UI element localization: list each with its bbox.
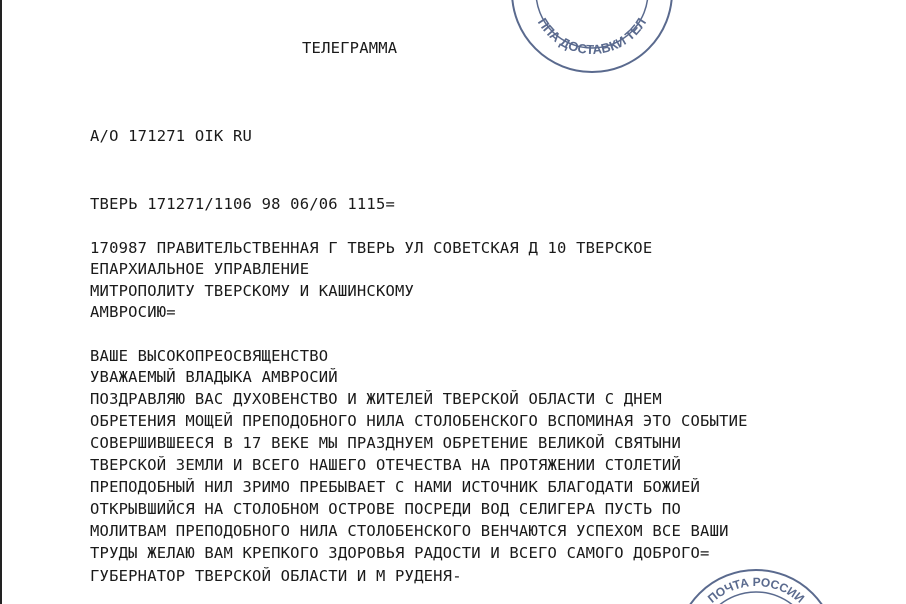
address-line: АМВРОСИЮ=	[90, 303, 176, 321]
address-line: 170987 ПРАВИТЕЛЬСТВЕННАЯ Г ТВЕРЬ УЛ СОВЕТСКАЯ Д 10 ТВЕРСКОЕ	[90, 239, 653, 257]
delivery-stamp-top	[508, 0, 676, 76]
body-line: СОВЕРШИВШЕЕСЯ В 17 ВЕКЕ МЫ ПРАЗДНУЕМ ОБРЕТЕНИЕ ВЕЛИКОЙ СВЯТЫНИ	[90, 434, 681, 452]
service-line: А/О 171271 OIK RU	[90, 127, 253, 145]
body-line: ТВЕРСКОЙ ЗЕМЛИ И ВСЕГО НАШЕГО ОТЕЧЕСТВА НА ПРОТЯЖЕНИИ СТОЛЕТИЙ	[90, 456, 681, 474]
body-line: ОБРЕТЕНИЯ МОЩЕЙ ПРЕПОДОБНОГО НИЛА СТОЛОБЕНСКОГО ВСПОМИНАЯ ЭТО СОБЫТИЕ	[90, 412, 748, 430]
page-edge	[0, 0, 2, 604]
telegram-heading: ТЕЛЕГРАММА	[302, 39, 398, 57]
post-stamp-bottom	[672, 566, 840, 604]
body-line: ОТКРЫВШИЙСЯ НА СТОЛОБНОМ ОСТРОВЕ ПОСРЕДИ ВОД СЕЛИГЕРА ПУСТЬ ПО	[90, 500, 681, 518]
stamp-bottom-text: ПОЧТА РОССИИ	[704, 574, 808, 604]
body-line: УВАЖАЕМЫЙ ВЛАДЫКА АМВРОСИЙ	[90, 368, 338, 386]
body-line: ВАШЕ ВЫСОКОПРЕОСВЯЩЕНСТВО	[90, 347, 329, 365]
stamp-top-text: ППА ДОСТАВКИ ТЕЛ	[534, 15, 650, 58]
address-line: МИТРОПОЛИТУ ТВЕРСКОМУ И КАШИНСКОМУ	[90, 282, 415, 300]
address-line: ЕПАРХИАЛЬНОЕ УПРАВЛЕНИЕ	[90, 260, 310, 278]
svg-text:ППА ДОСТАВКИ ТЕЛ	[535, 15, 649, 57]
body-line: ПРЕПОДОБНЫЙ НИЛ ЗРИМО ПРЕБЫВАЕТ С НАМИ ИСТОЧНИК БЛАГОДАТИ БОЖИЕЙ	[90, 478, 701, 496]
body-line: МОЛИТВАМ ПРЕПОДОБНОГО НИЛА СТОЛОБЕНСКОГО ВЕНЧАЮТСЯ УСПЕХОМ ВСЕ ВАШИ	[90, 522, 729, 540]
signature-line: ГУБЕРНАТОР ТВЕРСКОЙ ОБЛАСТИ И М РУДЕНЯ-	[90, 567, 462, 585]
body-line: ПОЗДРАВЛЯЮ ВАС ДУХОВЕНСТВО И ЖИТЕЛЕЙ ТВЕРСКОЙ ОБЛАСТИ С ДНЕМ	[90, 390, 662, 408]
origin-line: ТВЕРЬ 171271/1106 98 06/06 1115=	[90, 195, 396, 213]
body-line: ТРУДЫ ЖЕЛАЮ ВАМ КРЕПКОГО ЗДОРОВЬЯ РАДОСТИ И ВСЕГО САМОГО ДОБРОГО=	[90, 544, 710, 562]
